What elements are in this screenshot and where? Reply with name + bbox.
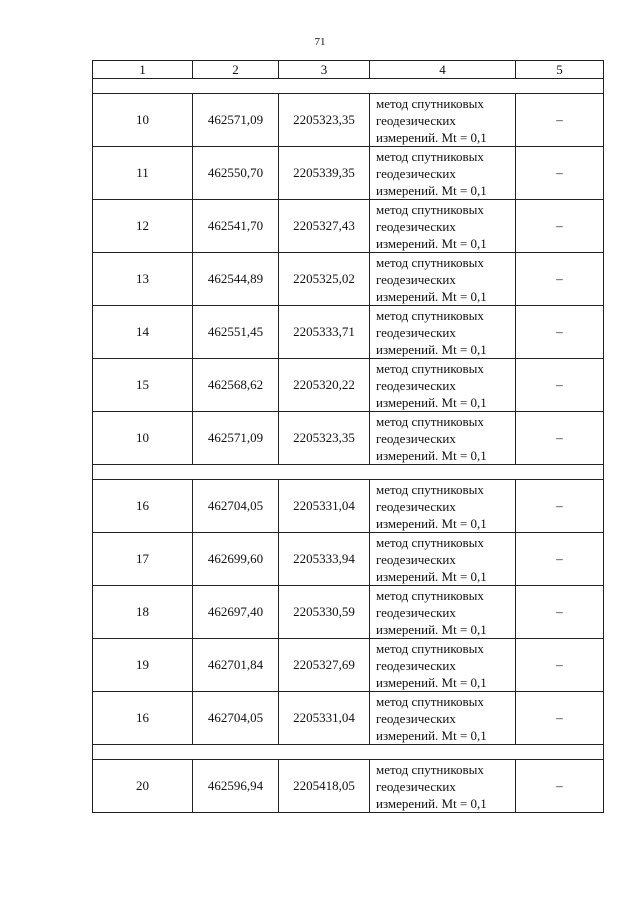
- table-row: [93, 639, 604, 692]
- table-row: [93, 306, 604, 359]
- method-line: измерений. Mt = 0,1: [376, 447, 487, 463]
- coordinate-x: 462697,40: [193, 586, 279, 639]
- separator-cell: [93, 745, 604, 760]
- table-row: [93, 760, 604, 813]
- coordinate-y: 2205323,35: [279, 412, 370, 465]
- table-row: [93, 359, 604, 412]
- coordinate-y: 2205418,05: [279, 760, 370, 813]
- method-line: метод спутниковых: [376, 761, 484, 777]
- method-line: метод спутниковых: [376, 640, 484, 656]
- dash-cell: –: [516, 412, 604, 465]
- point-number: 10: [93, 94, 193, 147]
- dash-cell: –: [516, 586, 604, 639]
- dash-cell: –: [516, 359, 604, 412]
- coordinate-y: 2205333,71: [279, 306, 370, 359]
- method-line: геодезических: [376, 218, 456, 234]
- coordinate-y: 2205330,59: [279, 586, 370, 639]
- coordinates-table: [92, 60, 604, 813]
- method-line: измерений. Mt = 0,1: [376, 568, 487, 584]
- point-number: 14: [93, 306, 193, 359]
- method-line: геодезических: [376, 498, 456, 514]
- method-line: измерений. Mt = 0,1: [376, 515, 487, 531]
- method-line: геодезических: [376, 657, 456, 673]
- method-cell: [370, 253, 516, 306]
- dash-cell: –: [516, 253, 604, 306]
- separator-cell: [93, 79, 604, 94]
- method-line: метод спутниковых: [376, 307, 484, 323]
- header-cell: 1: [93, 61, 193, 79]
- method-cell: [370, 533, 516, 586]
- coordinate-y: 2205320,22: [279, 359, 370, 412]
- method-line: измерений. Mt = 0,1: [376, 795, 487, 811]
- table-row: [93, 480, 604, 533]
- coordinate-x: 462544,89: [193, 253, 279, 306]
- table-row: [93, 147, 604, 200]
- coordinate-x: 462571,09: [193, 94, 279, 147]
- dash-cell: –: [516, 147, 604, 200]
- table-row: [93, 200, 604, 253]
- method-line: измерений. Mt = 0,1: [376, 288, 487, 304]
- point-number: 11: [93, 147, 193, 200]
- point-number: 17: [93, 533, 193, 586]
- header-cell: 2: [193, 61, 279, 79]
- table-row: [93, 533, 604, 586]
- method-line: метод спутниковых: [376, 693, 484, 709]
- coordinate-x: 462550,70: [193, 147, 279, 200]
- method-line: измерений. Mt = 0,1: [376, 621, 487, 637]
- coordinate-x: 462571,09: [193, 412, 279, 465]
- coordinate-y: 2205323,35: [279, 94, 370, 147]
- method-line: измерений. Mt = 0,1: [376, 235, 487, 251]
- method-cell: [370, 306, 516, 359]
- method-cell: [370, 639, 516, 692]
- method-line: измерений. Mt = 0,1: [376, 394, 487, 410]
- point-number: 18: [93, 586, 193, 639]
- separator-row: [93, 465, 604, 480]
- method-line: измерений. Mt = 0,1: [376, 341, 487, 357]
- dash-cell: –: [516, 692, 604, 745]
- coordinate-y: 2205331,04: [279, 692, 370, 745]
- dash-cell: –: [516, 200, 604, 253]
- method-line: геодезических: [376, 551, 456, 567]
- method-line: геодезических: [376, 710, 456, 726]
- method-cell: [370, 359, 516, 412]
- dash-cell: –: [516, 306, 604, 359]
- point-number: 19: [93, 639, 193, 692]
- header-cell: 5: [516, 61, 604, 79]
- header-cell: 3: [279, 61, 370, 79]
- coordinate-y: 2205333,94: [279, 533, 370, 586]
- method-line: геодезических: [376, 165, 456, 181]
- method-line: метод спутниковых: [376, 534, 484, 550]
- coordinate-y: 2205331,04: [279, 480, 370, 533]
- page-number: 71: [314, 36, 326, 48]
- separator-row: [93, 79, 604, 94]
- coordinate-y: 2205327,43: [279, 200, 370, 253]
- method-line: метод спутниковых: [376, 254, 484, 270]
- method-line: измерений. Mt = 0,1: [376, 129, 487, 145]
- dash-cell: –: [516, 639, 604, 692]
- coordinate-x: 462704,05: [193, 692, 279, 745]
- header-row: [93, 61, 604, 79]
- method-cell: [370, 412, 516, 465]
- method-cell: [370, 692, 516, 745]
- method-line: геодезических: [376, 271, 456, 287]
- method-cell: [370, 200, 516, 253]
- method-line: метод спутниковых: [376, 360, 484, 376]
- point-number: 13: [93, 253, 193, 306]
- coordinate-y: 2205339,35: [279, 147, 370, 200]
- coordinate-y: 2205327,69: [279, 639, 370, 692]
- method-line: метод спутниковых: [376, 148, 484, 164]
- coordinate-y: 2205325,02: [279, 253, 370, 306]
- coordinate-x: 462596,94: [193, 760, 279, 813]
- coordinate-x: 462699,60: [193, 533, 279, 586]
- point-number: 15: [93, 359, 193, 412]
- method-cell: [370, 586, 516, 639]
- table-row: [93, 586, 604, 639]
- point-number: 12: [93, 200, 193, 253]
- point-number: 10: [93, 412, 193, 465]
- table-row: [93, 692, 604, 745]
- point-number: 16: [93, 480, 193, 533]
- method-line: метод спутниковых: [376, 587, 484, 603]
- point-number: 20: [93, 760, 193, 813]
- method-line: геодезических: [376, 604, 456, 620]
- method-line: измерений. Mt = 0,1: [376, 182, 487, 198]
- coordinate-x: 462701,84: [193, 639, 279, 692]
- dash-cell: –: [516, 533, 604, 586]
- method-line: геодезических: [376, 112, 456, 128]
- dash-cell: –: [516, 480, 604, 533]
- method-line: метод спутниковых: [376, 481, 484, 497]
- table-row: [93, 412, 604, 465]
- table-row: [93, 94, 604, 147]
- method-line: геодезических: [376, 377, 456, 393]
- method-line: метод спутниковых: [376, 95, 484, 111]
- separator-row: [93, 745, 604, 760]
- coordinate-x: 462704,05: [193, 480, 279, 533]
- method-line: метод спутниковых: [376, 413, 484, 429]
- method-line: геодезических: [376, 324, 456, 340]
- method-line: измерений. Mt = 0,1: [376, 674, 487, 690]
- method-line: геодезических: [376, 778, 456, 794]
- header-cell: 4: [370, 61, 516, 79]
- method-cell: [370, 147, 516, 200]
- separator-cell: [93, 465, 604, 480]
- coordinate-x: 462551,45: [193, 306, 279, 359]
- table-row: [93, 253, 604, 306]
- dash-cell: –: [516, 94, 604, 147]
- method-line: измерений. Mt = 0,1: [376, 727, 487, 743]
- coordinate-x: 462568,62: [193, 359, 279, 412]
- coordinate-x: 462541,70: [193, 200, 279, 253]
- method-cell: [370, 94, 516, 147]
- method-cell: [370, 480, 516, 533]
- dash-cell: –: [516, 760, 604, 813]
- point-number: 16: [93, 692, 193, 745]
- method-line: геодезических: [376, 430, 456, 446]
- method-cell: [370, 760, 516, 813]
- method-line: метод спутниковых: [376, 201, 484, 217]
